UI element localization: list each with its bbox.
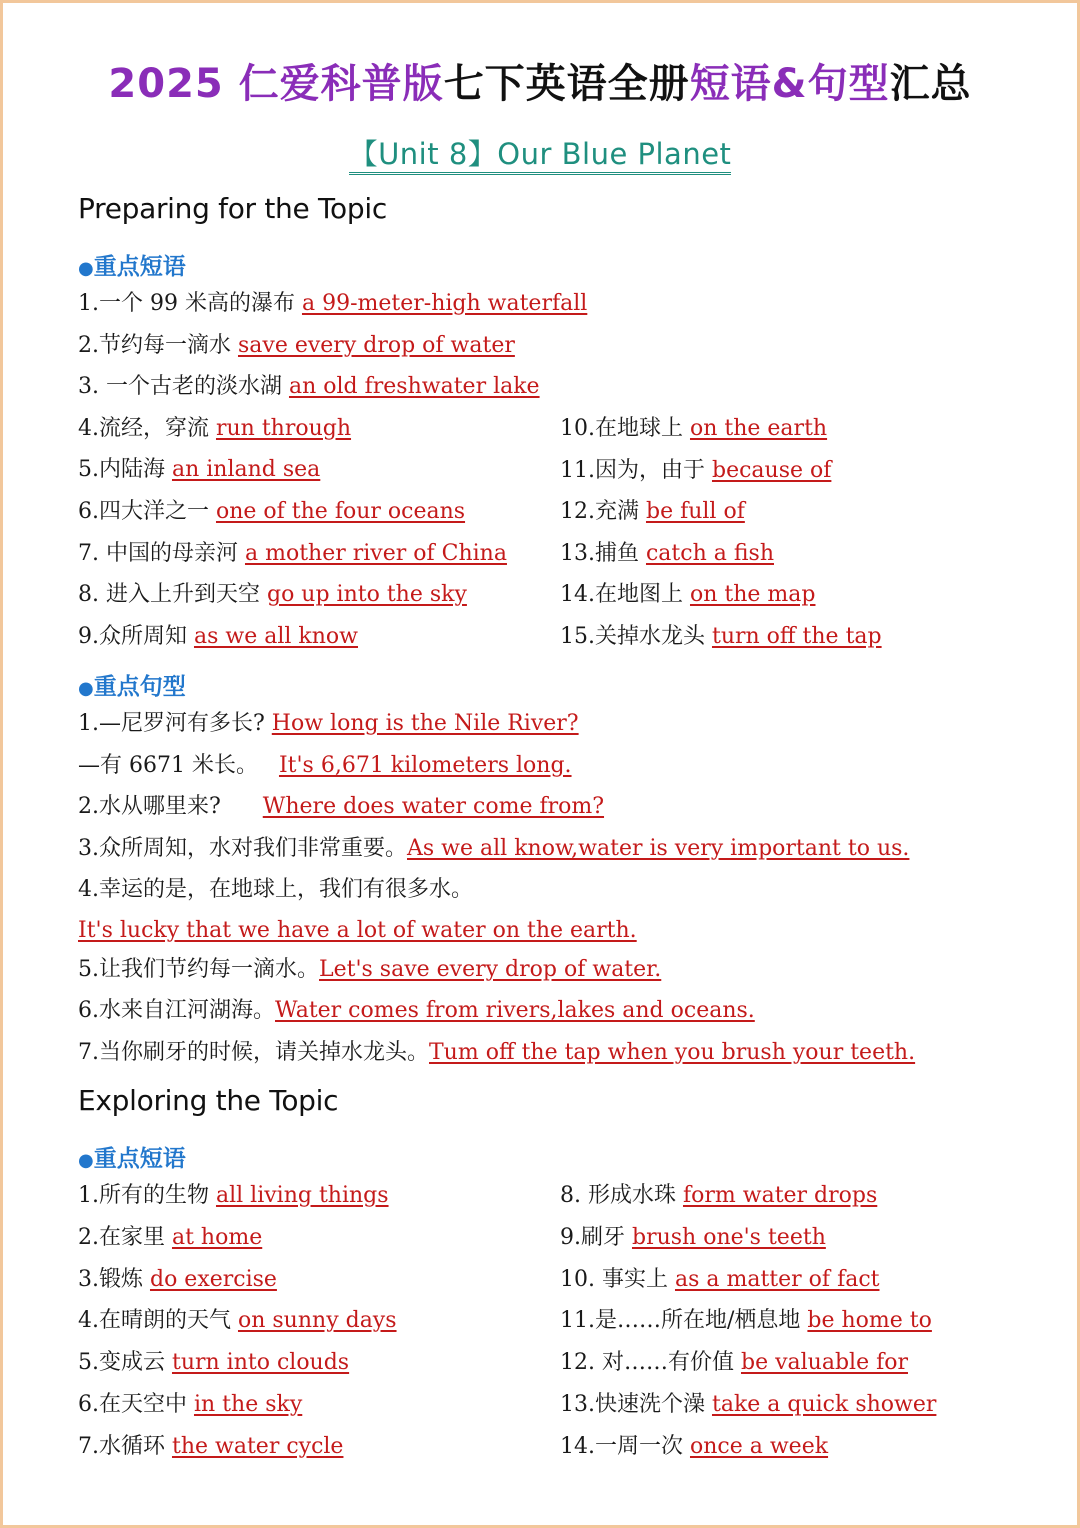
chinese-text: 3.锻炼 (78, 1266, 150, 1292)
title-book: 七下英语全册 (443, 61, 690, 107)
phrase-item (78, 456, 320, 484)
title-edition: 仁爱科普版 (238, 61, 444, 107)
sentence-item (78, 956, 661, 984)
chinese-text: 3. 一个古老的淡水湖 (78, 374, 289, 400)
english-answer: Where does water come from? (262, 794, 605, 819)
phrases-heading-text: 重点短语 (93, 1145, 186, 1172)
phrase-item (560, 1224, 826, 1252)
chinese-text: 8. 形成水珠 (560, 1183, 683, 1208)
phrase-item (78, 498, 465, 526)
english-answer: as a matter of fact (674, 1266, 880, 1292)
chinese-text: 4.流经，穿流 (78, 415, 216, 441)
chinese-text: 14.在地图上 (560, 582, 690, 608)
phrase-item (78, 1349, 349, 1377)
unit-title (0, 132, 1080, 173)
english-answer: As we all know,water is very important to us. (407, 836, 910, 861)
title-topic: 短语&句型 (689, 61, 890, 107)
english-answer: It's lucky that we have a lot of water on the earth. (78, 918, 637, 943)
phrase-item (560, 457, 831, 485)
phrases-heading-1 (78, 248, 186, 281)
english-answer: a mother river of China (244, 540, 507, 566)
english-answer: as we all know (193, 623, 358, 649)
phrase-item (78, 1307, 397, 1335)
chinese-text: 5.内陆海 (78, 457, 172, 483)
sentence-item (78, 917, 637, 945)
chinese-text: 5.变成云 (78, 1350, 172, 1376)
phrase-item (560, 415, 827, 443)
phrase-item (560, 1391, 936, 1419)
phrase-item (560, 581, 815, 609)
english-answer: Water comes from rivers,lakes and oceans. (275, 998, 755, 1023)
chinese-text: —有 6671 米长。 (78, 753, 279, 778)
chinese-text: 2.节约每一滴水 (78, 332, 238, 358)
phrase-item (560, 623, 882, 651)
english-answer: all living things (215, 1183, 389, 1208)
chinese-text: 10. 事实上 (560, 1266, 675, 1292)
phrase-item (560, 1349, 908, 1377)
phrase-item (560, 1182, 877, 1210)
chinese-text: 11.因为，由于 (560, 457, 712, 483)
english-answer: go up into the sky (266, 582, 467, 608)
sentence-item (78, 710, 579, 738)
phrase-item (78, 581, 467, 609)
chinese-text: 3.众所周知，水对我们非常重要。 (78, 836, 407, 861)
phrase-item (78, 1224, 262, 1252)
chinese-text: 14.一周一次 (560, 1433, 690, 1459)
english-answer: be home to (807, 1308, 932, 1334)
chinese-text: 1.所有的生物 (78, 1183, 216, 1208)
english-answer: Let's save every drop of water. (319, 957, 662, 982)
phrase-item (78, 1266, 277, 1294)
chinese-text: 10.在地球上 (560, 416, 690, 441)
chinese-text: 2.水从哪里来? (78, 794, 263, 819)
chinese-text: 9.刷牙 (560, 1224, 632, 1250)
english-answer: save every drop of water (237, 332, 515, 358)
english-answer: at home (171, 1224, 263, 1250)
english-answer: an inland sea (171, 457, 321, 483)
chinese-text: 5.让我们节约每一滴水。 (78, 957, 319, 982)
phrase-item (560, 1266, 879, 1294)
chinese-text: 15.关掉水龙头 (560, 624, 712, 649)
english-answer: run through (215, 415, 352, 441)
phrase-item (78, 1182, 389, 1210)
chinese-text: 4.幸运的是，在地球上，我们有很多水。 (78, 877, 473, 902)
english-answer: on the map (689, 582, 816, 608)
sentences-heading-text: 重点句型 (93, 673, 186, 700)
chinese-text: 7.当你刷牙的时候，请关掉水龙头。 (78, 1040, 429, 1065)
sentence-item (78, 1039, 915, 1067)
title-year: 2025 (108, 61, 224, 107)
chinese-text: 13.捕鱼 (560, 540, 646, 566)
sentence-item (78, 876, 473, 904)
phrase-item (78, 373, 540, 401)
bullet-icon: ● (78, 678, 94, 699)
phrase-item (78, 1391, 302, 1419)
english-answer: once a week (689, 1433, 829, 1459)
phrase-item (78, 1433, 343, 1461)
english-answer: catch a fish (645, 540, 774, 566)
chinese-text: 1.—尼罗河有多长? (78, 711, 272, 736)
phrase-item (78, 540, 507, 568)
page-title (0, 52, 1080, 109)
chinese-text: 13.快速洗个澡 (560, 1392, 712, 1417)
chinese-text: 2.在家里 (78, 1224, 172, 1250)
bullet-icon: ● (78, 1150, 94, 1171)
chinese-text: 6.四大洋之一 (78, 499, 216, 524)
english-answer: on the earth (689, 416, 828, 441)
section-title-preparing: Preparing for the Topic (78, 192, 387, 225)
chinese-text: 11.是……所在地/栖息地 (560, 1308, 808, 1334)
english-answer: in the sky (193, 1392, 303, 1417)
english-answer: be valuable for (740, 1350, 908, 1376)
chinese-text: 7. 中国的母亲河 (78, 540, 245, 566)
english-answer: take a quick shower (711, 1392, 937, 1417)
chinese-text: 6.水来自江河湖海。 (78, 998, 275, 1023)
english-answer: one of the four oceans (215, 499, 466, 524)
english-answer: because of (711, 457, 832, 483)
english-answer: form water drops (682, 1183, 878, 1208)
chinese-text: 7.水循环 (78, 1433, 172, 1459)
chinese-text: 1.一个 99 米高的瀑布 (78, 291, 302, 316)
english-answer: How long is the Nile River? (271, 711, 579, 736)
section-title-exploring: Exploring the Topic (78, 1084, 339, 1117)
phrases-heading-2 (78, 1140, 186, 1173)
chinese-text: 6.在天空中 (78, 1392, 194, 1417)
sentences-heading (78, 668, 186, 701)
phrase-item (560, 498, 745, 526)
english-answer: the water cycle (171, 1433, 344, 1459)
phrase-item (78, 290, 587, 318)
phrase-item (78, 332, 515, 360)
sentence-item (78, 997, 755, 1025)
english-answer: do exercise (149, 1266, 277, 1292)
chinese-text: 12. 对……有价值 (560, 1350, 741, 1376)
english-answer: an old freshwater lake (288, 374, 540, 400)
chinese-text: 9.众所周知 (78, 623, 194, 649)
phrase-item (78, 415, 351, 443)
phrase-item (560, 1307, 932, 1335)
phrases-heading-text: 重点短语 (93, 253, 186, 280)
english-answer: It's 6,671 kilometers long. (278, 753, 572, 778)
sentence-item (78, 793, 604, 821)
chinese-text: 12.充满 (560, 499, 646, 525)
english-answer: brush one's teeth (631, 1224, 826, 1250)
phrase-item (78, 623, 358, 651)
sentence-item (78, 835, 909, 863)
english-answer: on sunny days (237, 1308, 397, 1334)
title-summary: 汇总 (889, 61, 972, 107)
phrase-item (560, 1433, 828, 1461)
english-answer: turn off the tap (711, 624, 882, 649)
english-answer: turn into clouds (171, 1350, 350, 1376)
unit-title-text: 【Unit 8】Our Blue Planet (349, 137, 732, 175)
chinese-text: 4.在晴朗的天气 (78, 1308, 238, 1334)
sentence-item (78, 752, 572, 780)
english-answer: be full of (645, 499, 745, 525)
chinese-text: 8. 进入上升到天空 (78, 582, 267, 608)
bullet-icon: ● (78, 258, 94, 279)
phrase-item (560, 540, 774, 568)
english-answer: a 99-meter-high waterfall (301, 291, 588, 316)
english-answer: Tum off the tap when you brush your teeth. (429, 1040, 916, 1065)
